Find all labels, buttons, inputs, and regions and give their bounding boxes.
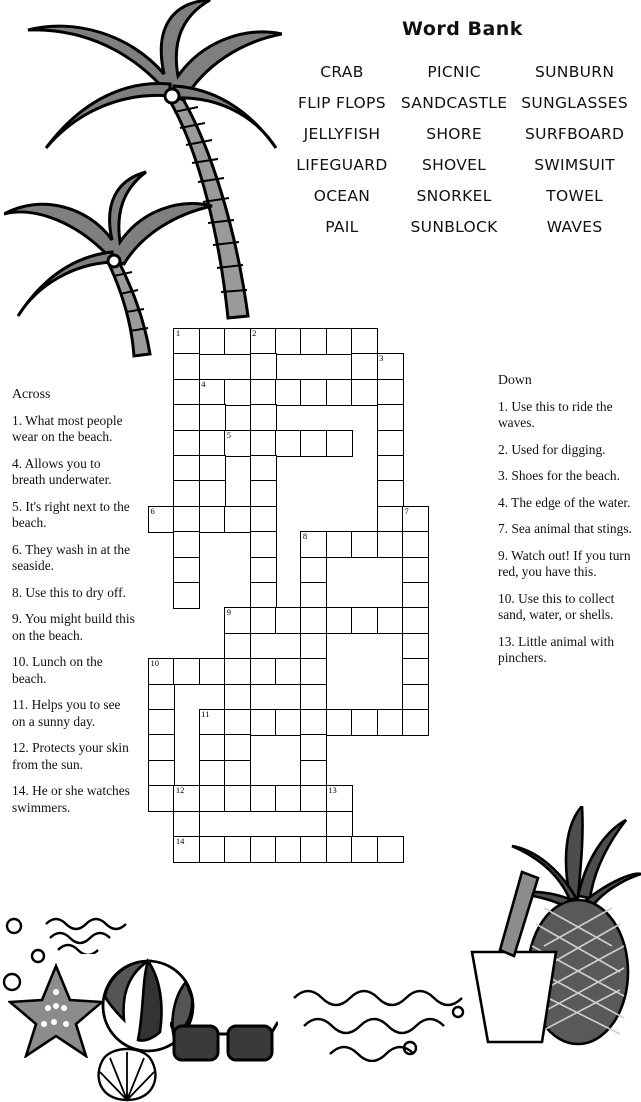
across-clue: 11. Helps you to see on a sunny day.: [12, 697, 121, 729]
crossword-cell[interactable]: [173, 836, 200, 863]
crossword-cell[interactable]: [377, 404, 404, 431]
cell-number: 5: [226, 429, 231, 440]
crossword-cell[interactable]: [402, 506, 429, 533]
crossword-cell[interactable]: [173, 557, 200, 584]
crossword-cell[interactable]: [300, 760, 327, 787]
across-clue: 6. They wash in at the seaside.: [12, 541, 131, 574]
crossword-cell[interactable]: [224, 506, 251, 533]
word-bank-word: SURFBOARD: [525, 124, 625, 143]
crossword-cell[interactable]: [402, 709, 429, 736]
crossword-cell[interactable]: [300, 658, 327, 685]
crossword-cell[interactable]: [326, 430, 353, 457]
crossword-cell[interactable]: [224, 328, 251, 355]
crossword-cell[interactable]: [199, 480, 226, 507]
crossword-cell[interactable]: [326, 785, 353, 812]
crossword-cell[interactable]: [402, 633, 429, 660]
down-clue: 9. Watch out! If you turn red, you have this.: [498, 547, 631, 580]
down-clue: 1. Use this to ride the waves.: [498, 398, 613, 431]
across-heading: Across: [12, 386, 51, 401]
word-bank-word: CRAB: [320, 62, 364, 81]
across-clue: 12. Protects your skin from the sun.: [12, 740, 129, 772]
word-bank-row: [290, 56, 635, 87]
crossword-cell[interactable]: [300, 836, 327, 863]
down-heading: Down: [498, 372, 532, 387]
crossword-cell[interactable]: [250, 328, 277, 355]
cell-number: 13: [328, 785, 337, 796]
crossword-cell[interactable]: [250, 506, 277, 533]
crossword-cell[interactable]: [224, 836, 251, 863]
crossword-cell[interactable]: [377, 607, 404, 634]
crossword-cell[interactable]: [275, 836, 302, 863]
crossword-cell[interactable]: [300, 633, 327, 660]
word-bank-word: PICNIC: [427, 62, 481, 81]
crossword-cell[interactable]: [173, 379, 200, 406]
crossword-cell[interactable]: [250, 607, 277, 634]
crossword-cell[interactable]: [173, 582, 200, 609]
palm-trees-illustration: [4, 0, 282, 360]
crossword-cell[interactable]: [224, 607, 251, 634]
word-bank-title: Word Bank: [402, 18, 523, 40]
crossword-cell[interactable]: [300, 684, 327, 711]
crossword-cell[interactable]: [250, 582, 277, 609]
word-bank-row: [290, 87, 635, 118]
down-clue: 2. Used for digging.: [498, 441, 606, 457]
crossword-cell[interactable]: [402, 582, 429, 609]
crossword-cell[interactable]: [377, 836, 404, 863]
word-bank-word: LIFEGUARD: [296, 155, 388, 174]
across-clue: 9. You might build this on the beach.: [12, 611, 135, 643]
crossword-cell[interactable]: [300, 531, 327, 558]
crossword-cell[interactable]: [377, 709, 404, 736]
crossword-cell[interactable]: [402, 531, 429, 558]
crossword-cell[interactable]: [377, 379, 404, 406]
crossword-cell[interactable]: [199, 328, 226, 355]
crossword-cell[interactable]: [351, 379, 378, 406]
crossword-cell[interactable]: [351, 836, 378, 863]
down-clues: [498, 372, 634, 677]
crossword-cell[interactable]: [377, 353, 404, 380]
crossword-cell[interactable]: [377, 455, 404, 482]
crossword-cell[interactable]: [148, 684, 175, 711]
word-bank-word: TOWEL: [546, 186, 604, 205]
cell-number: 3: [379, 353, 384, 364]
crossword-cell[interactable]: [148, 734, 175, 761]
word-bank-word: SHORE: [426, 124, 482, 143]
cell-number: 9: [226, 607, 231, 618]
crossword-cell[interactable]: [402, 557, 429, 584]
word-bank-word: OCEAN: [313, 186, 371, 205]
down-clue: 10. Use this to collect sand, water, or shells.: [498, 590, 615, 623]
crossword-cell[interactable]: [250, 836, 277, 863]
crossword-cell[interactable]: [250, 658, 277, 685]
across-clue: 5. It's right next to the beach.: [12, 498, 130, 531]
crossword-cell[interactable]: [326, 836, 353, 863]
crossword-cell[interactable]: [224, 734, 251, 761]
crossword-cell[interactable]: [224, 379, 251, 406]
crossword-cell[interactable]: [250, 480, 277, 507]
crossword-cell[interactable]: [300, 430, 327, 457]
crossword-cell[interactable]: [224, 658, 251, 685]
crossword-cell[interactable]: [377, 506, 404, 533]
word-bank-word: PAIL: [325, 217, 359, 236]
down-clue: 7. Sea animal that stings.: [498, 521, 632, 537]
crossword-cell[interactable]: [224, 760, 251, 787]
across-clue: 4. Allows you to breath underwater.: [12, 455, 112, 488]
crossword-cell[interactable]: [275, 658, 302, 685]
across-clue: 14. He or she watches swimmers.: [12, 783, 130, 815]
crossword-cell[interactable]: [250, 404, 277, 431]
crossword-cell[interactable]: [250, 353, 277, 380]
cell-number: 4: [201, 378, 206, 389]
cell-number: 6: [150, 505, 155, 516]
crossword-cell[interactable]: [275, 430, 302, 457]
crossword-cell[interactable]: [326, 531, 353, 558]
word-bank-word: JELLYFISH: [303, 124, 381, 143]
crossword-cell[interactable]: [199, 658, 226, 685]
crossword-cell[interactable]: [173, 328, 200, 355]
crossword-cell[interactable]: [224, 633, 251, 660]
word-bank-word: SWIMSUIT: [534, 155, 615, 174]
crossword-cell[interactable]: [250, 785, 277, 812]
crossword-cell[interactable]: [250, 531, 277, 558]
cell-number: 11: [201, 709, 210, 719]
crossword-cell[interactable]: [377, 430, 404, 457]
crossword-cell[interactable]: [199, 379, 226, 406]
crossword-cell[interactable]: [199, 455, 226, 482]
crossword-cell[interactable]: [173, 811, 200, 838]
crossword-cell[interactable]: [173, 455, 200, 482]
crossword-cell[interactable]: [275, 785, 302, 812]
word-bank-row: [290, 211, 635, 242]
across-clue: 8. Use this to dry off.: [12, 584, 126, 600]
word-bank-word: WAVES: [546, 217, 603, 236]
crossword-cell[interactable]: [326, 709, 353, 736]
crossword-cell[interactable]: [275, 328, 302, 355]
sunglasses-illustration: [170, 1012, 278, 1074]
crossword-cell[interactable]: [326, 379, 353, 406]
crossword-cell[interactable]: [351, 709, 378, 736]
cell-number: 2: [252, 328, 257, 338]
crossword-cell[interactable]: [148, 760, 175, 787]
crossword-cell[interactable]: [275, 709, 302, 736]
word-bank: [290, 18, 635, 242]
crossword-cell[interactable]: [173, 785, 200, 812]
word-bank-word: SUNBLOCK: [410, 217, 498, 236]
crossword-cell[interactable]: [224, 430, 251, 457]
crossword-cell[interactable]: [173, 404, 200, 431]
crossword-cell[interactable]: [351, 353, 378, 380]
cell-number: 14: [175, 836, 185, 846]
cell-number: 10: [150, 658, 159, 669]
crossword-cell[interactable]: [300, 328, 327, 355]
word-bank-row: [290, 149, 635, 180]
crossword-cell[interactable]: [326, 607, 353, 634]
crossword-cell[interactable]: [300, 709, 327, 736]
crossword-cell[interactable]: [199, 506, 226, 533]
crossword-cell[interactable]: [224, 684, 251, 711]
crossword-cell[interactable]: [377, 531, 404, 558]
word-bank-word: SANDCASTLE: [400, 93, 508, 112]
word-bank-word: SHOVEL: [421, 155, 487, 174]
crossword-cell[interactable]: [173, 531, 200, 558]
word-bank-word: SUNBURN: [535, 62, 615, 81]
crossword-cell[interactable]: [173, 506, 200, 533]
crossword-cell[interactable]: [173, 353, 200, 380]
crossword-cell[interactable]: [275, 379, 302, 406]
cell-number: 1: [175, 328, 181, 338]
crossword-cell[interactable]: [224, 785, 251, 812]
cell-number: 8: [302, 531, 308, 542]
word-bank-word: SUNGLASSES: [521, 93, 628, 112]
across-clues: [12, 386, 136, 826]
crossword-cell[interactable]: [199, 734, 226, 761]
crossword-cell[interactable]: [148, 658, 175, 685]
crossword-cell[interactable]: [148, 785, 175, 812]
crossword-cell[interactable]: [148, 506, 175, 533]
crossword-cell[interactable]: [351, 328, 378, 355]
crossword-cell[interactable]: [173, 658, 200, 685]
crossword-cell[interactable]: [351, 607, 378, 634]
wave-squiggles-bottom-illustration: [290, 982, 500, 1062]
crossword-cell[interactable]: [173, 480, 200, 507]
crossword-cell[interactable]: [326, 328, 353, 355]
crossword-cell[interactable]: [377, 480, 404, 507]
crossword-cell[interactable]: [250, 430, 277, 457]
crossword-cell[interactable]: [199, 785, 226, 812]
crossword-cell[interactable]: [199, 404, 226, 431]
cell-number: 7: [404, 505, 409, 516]
down-clue: 3. Shoes for the beach.: [498, 468, 620, 484]
crossword-cell[interactable]: [300, 734, 327, 761]
word-bank-word: SNORKEL: [416, 186, 492, 205]
crossword-cell[interactable]: [199, 836, 226, 863]
crossword-cell[interactable]: [300, 607, 327, 634]
crossword-cell[interactable]: [402, 607, 429, 634]
crossword-cell[interactable]: [326, 811, 353, 838]
crossword-cell[interactable]: [199, 430, 226, 457]
seashell-illustration: [92, 1046, 162, 1102]
word-bank-row: [290, 118, 635, 149]
word-bank-table: [290, 56, 635, 242]
down-clue: 13. Little animal with pinchers.: [498, 633, 615, 666]
cell-number: 12: [175, 785, 185, 796]
down-clue: 4. The edge of the water.: [498, 494, 631, 510]
crossword-cell[interactable]: [250, 379, 277, 406]
crossword-cell[interactable]: [402, 684, 429, 711]
crossword-cell[interactable]: [250, 455, 277, 482]
crossword-cell[interactable]: [173, 430, 200, 457]
across-clue: 10. Lunch on the beach.: [12, 654, 103, 686]
crossword-cell[interactable]: [351, 531, 378, 558]
crossword-cell[interactable]: [275, 607, 302, 634]
crossword-cell[interactable]: [300, 557, 327, 584]
crossword-cell[interactable]: [199, 760, 226, 787]
crossword-cell[interactable]: [300, 379, 327, 406]
crossword-grid[interactable]: [148, 328, 468, 948]
crossword-cell[interactable]: [199, 709, 226, 736]
crossword-cell[interactable]: [148, 709, 175, 736]
word-bank-row: [290, 180, 635, 211]
word-bank-word: FLIP FLOPS: [298, 93, 386, 112]
crossword-cell[interactable]: [300, 582, 327, 609]
across-clue: 1. What most people wear on the beach.: [12, 412, 123, 445]
crossword-cell[interactable]: [300, 785, 327, 812]
crossword-cell[interactable]: [224, 709, 251, 736]
crossword-cell[interactable]: [402, 658, 429, 685]
bubbles-illustration: [0, 912, 60, 1002]
crossword-cell[interactable]: [250, 557, 277, 584]
crossword-cell[interactable]: [250, 709, 277, 736]
